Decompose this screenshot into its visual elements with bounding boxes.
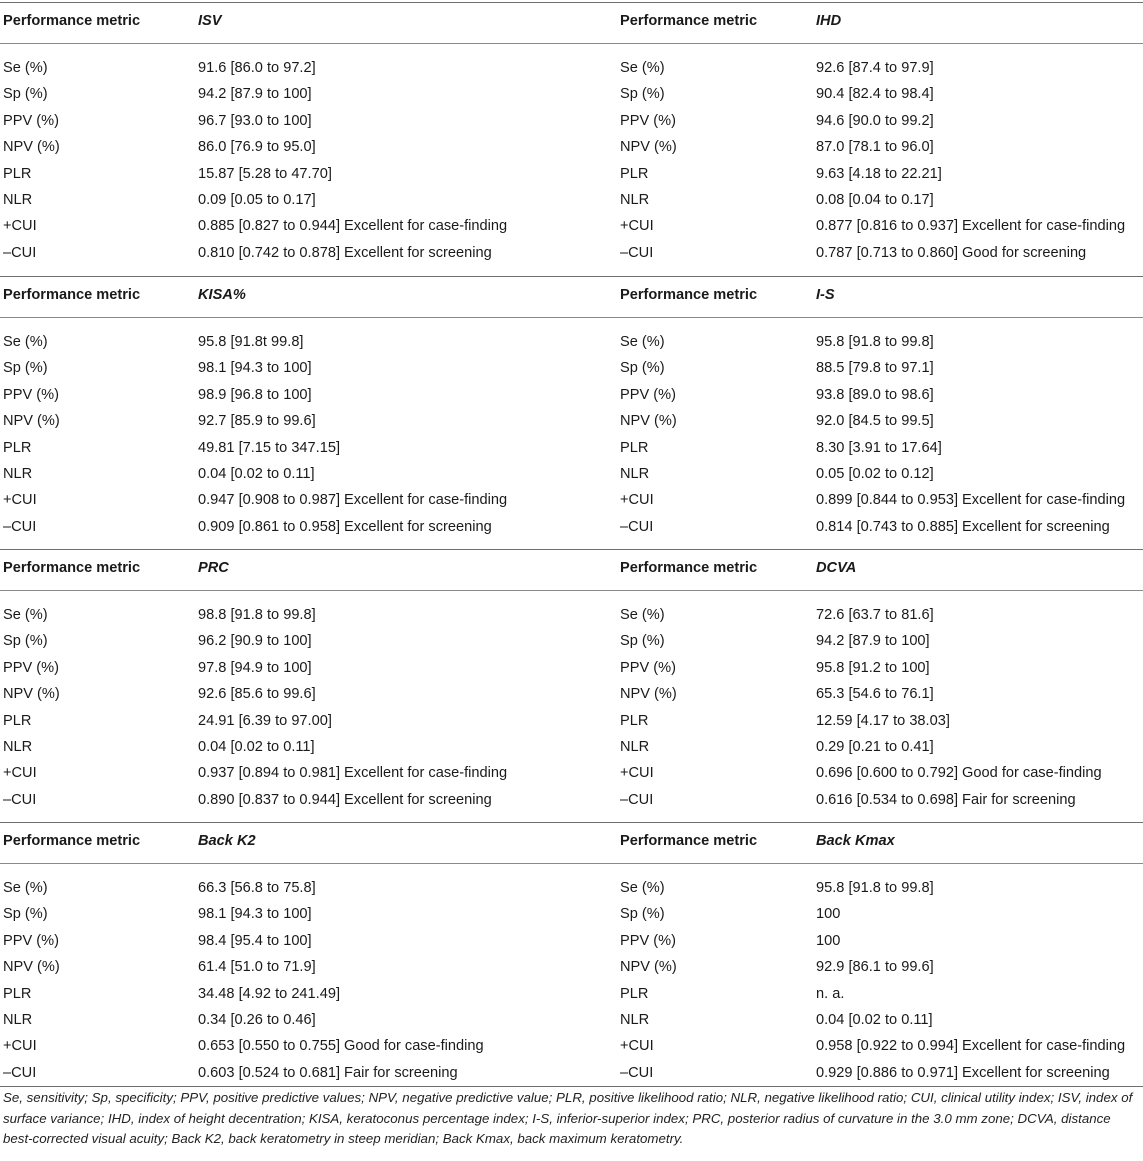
metric-label: NPV (%)	[3, 959, 60, 976]
metric-value: 12.59 [4.17 to 38.03]	[816, 712, 950, 729]
metric-label: Se (%)	[3, 607, 48, 623]
metric-label: NLR	[620, 466, 650, 482]
metric-value: 0.05 [0.02 to 0.12]	[816, 466, 934, 482]
metric-value: 95.8 [91.8 to 99.8]	[816, 334, 934, 350]
metric-label: Sp (%)	[620, 633, 665, 650]
column-header-index: DCVA	[816, 560, 857, 576]
metric-value: 9.63 [4.18 to 22.21]	[816, 165, 942, 182]
metric-value: 0.34 [0.26 to 0.46]	[198, 1012, 316, 1028]
table-footnote: Se, sensitivity; Sp, specificity; PPV, positive predictive values; NPV, negative predictive value; PLR, positive likelihood ratio; NLR, negative likelihood ratio; CUI, clinical utility index; ISV, index of surface variance; IHD, index of height decentration; KISA, keratoconus percentage index; I-S, inferior-superior index; PRC, posterior radius of curvature in the 3.0 mm zone; DCVA, distance best-corrected visual acuity; Back K2, back keratometry in steep meridian; Back Kmax, back maximum keratometry.	[3, 1090, 1133, 1146]
metric-value: 86.0 [76.9 to 95.0]	[198, 139, 316, 156]
metric-label: Se (%)	[3, 334, 48, 350]
metric-label: Se (%)	[620, 334, 665, 350]
metric-label: PPV (%)	[3, 386, 59, 403]
metric-label: –CUI	[620, 791, 654, 808]
metric-label: –CUI	[620, 244, 654, 261]
metric-label: Se (%)	[620, 60, 665, 76]
metric-label: PPV (%)	[3, 932, 59, 949]
metric-label: PPV (%)	[3, 112, 59, 129]
metric-label: NLR	[620, 1012, 650, 1028]
metric-label: PPV (%)	[620, 386, 676, 403]
metric-value: 0.09 [0.05 to 0.17]	[198, 192, 316, 208]
metric-value: 88.5 [79.8 to 97.1]	[816, 360, 934, 377]
metric-value: 0.29 [0.21 to 0.41]	[816, 739, 934, 755]
metric-value: 0.929 [0.886 to 0.971] Excellent for screening	[816, 1064, 1110, 1081]
metric-value: 0.909 [0.861 to 0.958] Excellent for screening	[198, 518, 492, 535]
metric-value: 0.958 [0.922 to 0.994] Excellent for case-finding	[816, 1038, 1126, 1055]
metric-value: 0.937 [0.894 to 0.981] Excellent for case-finding	[198, 765, 508, 782]
metric-label: Sp (%)	[3, 86, 48, 103]
metric-label: +CUI	[3, 218, 37, 235]
metric-value: 94.2 [87.9 to 100]	[816, 633, 930, 650]
metric-value: 100	[816, 906, 841, 923]
metric-value: 98.1 [94.3 to 100]	[198, 906, 312, 923]
metric-label: Se (%)	[3, 880, 48, 896]
metric-value: 91.6 [86.0 to 97.2]	[198, 60, 316, 76]
metric-label: –CUI	[620, 1064, 654, 1081]
metric-value: 98.8 [91.8 to 99.8]	[198, 607, 316, 623]
metric-label: –CUI	[3, 1064, 37, 1081]
column-header-metric: Performance metric	[3, 287, 141, 303]
metric-value: 34.48 [4.92 to 241.49]	[198, 985, 341, 1002]
metric-value: 0.653 [0.550 to 0.755] Good for case-finding	[198, 1038, 484, 1055]
metric-value: 0.899 [0.844 to 0.953] Excellent for case-finding	[816, 492, 1126, 509]
metric-label: Sp (%)	[3, 360, 48, 377]
metric-label: +CUI	[3, 1038, 37, 1055]
header-rule	[0, 590, 1143, 591]
metric-label: Sp (%)	[3, 633, 48, 650]
metric-label: NPV (%)	[3, 139, 60, 156]
column-header-index: Back K2	[198, 833, 256, 849]
metric-label: NLR	[3, 466, 33, 482]
block-top-rule	[0, 822, 1143, 823]
metric-label: NLR	[620, 192, 650, 208]
metric-value: 72.6 [63.7 to 81.6]	[816, 607, 934, 623]
metric-value: 98.1 [94.3 to 100]	[198, 360, 312, 377]
metric-label: Se (%)	[620, 880, 665, 896]
metric-label: PPV (%)	[620, 932, 676, 949]
header-rule	[0, 43, 1143, 44]
metric-label: Sp (%)	[620, 86, 665, 103]
metric-value: 92.6 [85.6 to 99.6]	[198, 686, 316, 703]
metric-value: 98.9 [96.8 to 100]	[198, 386, 312, 403]
metric-label: +CUI	[620, 492, 654, 509]
column-header-metric: Performance metric	[3, 13, 141, 29]
metric-value: 49.81 [7.15 to 347.15]	[198, 439, 341, 456]
column-header-index: IHD	[816, 13, 842, 29]
metric-label: –CUI	[620, 518, 654, 535]
metric-label: +CUI	[3, 492, 37, 509]
metric-value: 100	[816, 932, 841, 949]
table-bottom-rule	[0, 1086, 1143, 1087]
metric-value: 98.4 [95.4 to 100]	[198, 932, 312, 949]
metric-value: 94.2 [87.9 to 100]	[198, 86, 312, 103]
metric-value: 94.6 [90.0 to 99.2]	[816, 112, 934, 129]
metric-label: NPV (%)	[620, 959, 677, 976]
metric-value: 92.0 [84.5 to 99.5]	[816, 413, 934, 430]
metric-value: 0.947 [0.908 to 0.987] Excellent for case-finding	[198, 492, 508, 509]
metric-label: NLR	[3, 739, 33, 755]
metric-label: NPV (%)	[3, 413, 60, 430]
metric-value: 95.8 [91.8t 99.8]	[198, 334, 304, 350]
metric-label: +CUI	[620, 1038, 654, 1055]
metric-value: 92.6 [87.4 to 97.9]	[816, 60, 934, 76]
metric-label: Sp (%)	[3, 906, 48, 923]
metric-label: PPV (%)	[620, 659, 676, 676]
column-header-index: I-S	[816, 287, 835, 303]
metric-label: PLR	[3, 165, 32, 182]
metric-value: 0.04 [0.02 to 0.11]	[198, 739, 315, 755]
metric-value: 95.8 [91.8 to 99.8]	[816, 880, 934, 896]
metric-value: 8.30 [3.91 to 17.64]	[816, 439, 942, 456]
metric-value: 0.885 [0.827 to 0.944] Excellent for case-finding	[198, 218, 508, 235]
block-top-rule	[0, 276, 1143, 277]
metric-label: PPV (%)	[3, 659, 59, 676]
metric-label: PLR	[620, 439, 649, 456]
metric-value: 0.696 [0.600 to 0.792] Good for case-finding	[816, 765, 1102, 782]
block-top-rule	[0, 2, 1143, 3]
metric-value: 87.0 [78.1 to 96.0]	[816, 139, 934, 156]
column-header-metric: Performance metric	[620, 287, 758, 303]
metric-label: PLR	[3, 712, 32, 729]
metric-value: 0.603 [0.524 to 0.681] Fair for screening	[198, 1064, 458, 1081]
metric-value: 96.2 [90.9 to 100]	[198, 633, 312, 650]
metric-label: NLR	[3, 192, 33, 208]
metric-value: 0.04 [0.02 to 0.11]	[198, 466, 315, 482]
metric-value: 0.616 [0.534 to 0.698] Fair for screening	[816, 791, 1076, 808]
metric-label: +CUI	[620, 765, 654, 782]
block-top-rule	[0, 549, 1143, 550]
metric-label: PLR	[3, 985, 32, 1002]
metric-label: Se (%)	[620, 607, 665, 623]
metric-value: 66.3 [56.8 to 75.8]	[198, 880, 316, 896]
metric-label: PLR	[620, 985, 649, 1002]
metric-label: +CUI	[3, 765, 37, 782]
metric-value: 0.877 [0.816 to 0.937] Excellent for case-finding	[816, 218, 1126, 235]
metric-value: 0.08 [0.04 to 0.17]	[816, 192, 934, 208]
metric-value: 0.810 [0.742 to 0.878] Excellent for screening	[198, 244, 492, 261]
metric-label: NPV (%)	[3, 686, 60, 703]
metric-label: NPV (%)	[620, 139, 677, 156]
metric-label: –CUI	[3, 244, 37, 261]
metric-value: 90.4 [82.4 to 98.4]	[816, 86, 934, 103]
metric-value: 24.91 [6.39 to 97.00]	[198, 712, 332, 729]
metric-value: 97.8 [94.9 to 100]	[198, 659, 312, 676]
metric-label: PLR	[620, 165, 649, 182]
metric-label: NPV (%)	[620, 413, 677, 430]
metric-label: –CUI	[3, 518, 37, 535]
metric-value: 0.04 [0.02 to 0.11]	[816, 1012, 933, 1028]
metric-value: 92.7 [85.9 to 99.6]	[198, 413, 316, 430]
column-header-index: PRC	[198, 560, 229, 576]
metric-value: n. a.	[816, 985, 845, 1002]
column-header-metric: Performance metric	[620, 13, 758, 29]
column-header-index: ISV	[198, 13, 222, 29]
column-header-metric: Performance metric	[3, 560, 141, 576]
header-rule	[0, 863, 1143, 864]
metric-label: Se (%)	[3, 60, 48, 76]
metric-value: 0.814 [0.743 to 0.885] Excellent for screening	[816, 518, 1110, 535]
metric-label: PLR	[3, 439, 32, 456]
metric-value: 15.87 [5.28 to 47.70]	[198, 165, 332, 182]
metric-label: –CUI	[3, 791, 37, 808]
metric-value: 96.7 [93.0 to 100]	[198, 112, 312, 129]
metric-label: +CUI	[620, 218, 654, 235]
metric-value: 65.3 [54.6 to 76.1]	[816, 686, 934, 703]
metric-value: 0.787 [0.713 to 0.860] Good for screening	[816, 244, 1087, 261]
metric-label: Sp (%)	[620, 906, 665, 923]
column-header-index: Back Kmax	[816, 833, 895, 849]
metric-value: 95.8 [91.2 to 100]	[816, 659, 930, 676]
metric-label: PPV (%)	[620, 112, 676, 129]
header-rule	[0, 317, 1143, 318]
metric-value: 0.890 [0.837 to 0.944] Excellent for screening	[198, 791, 492, 808]
metric-label: NLR	[3, 1012, 33, 1028]
metric-label: PLR	[620, 712, 649, 729]
column-header-metric: Performance metric	[620, 560, 758, 576]
metric-value: 92.9 [86.1 to 99.6]	[816, 959, 934, 976]
metric-label: NPV (%)	[620, 686, 677, 703]
column-header-metric: Performance metric	[3, 833, 141, 849]
column-header-index: KISA%	[198, 287, 246, 303]
metric-value: 61.4 [51.0 to 71.9]	[198, 959, 316, 976]
metric-label: NLR	[620, 739, 650, 755]
metric-label: Sp (%)	[620, 360, 665, 377]
metric-value: 93.8 [89.0 to 98.6]	[816, 386, 934, 403]
column-header-metric: Performance metric	[620, 833, 758, 849]
